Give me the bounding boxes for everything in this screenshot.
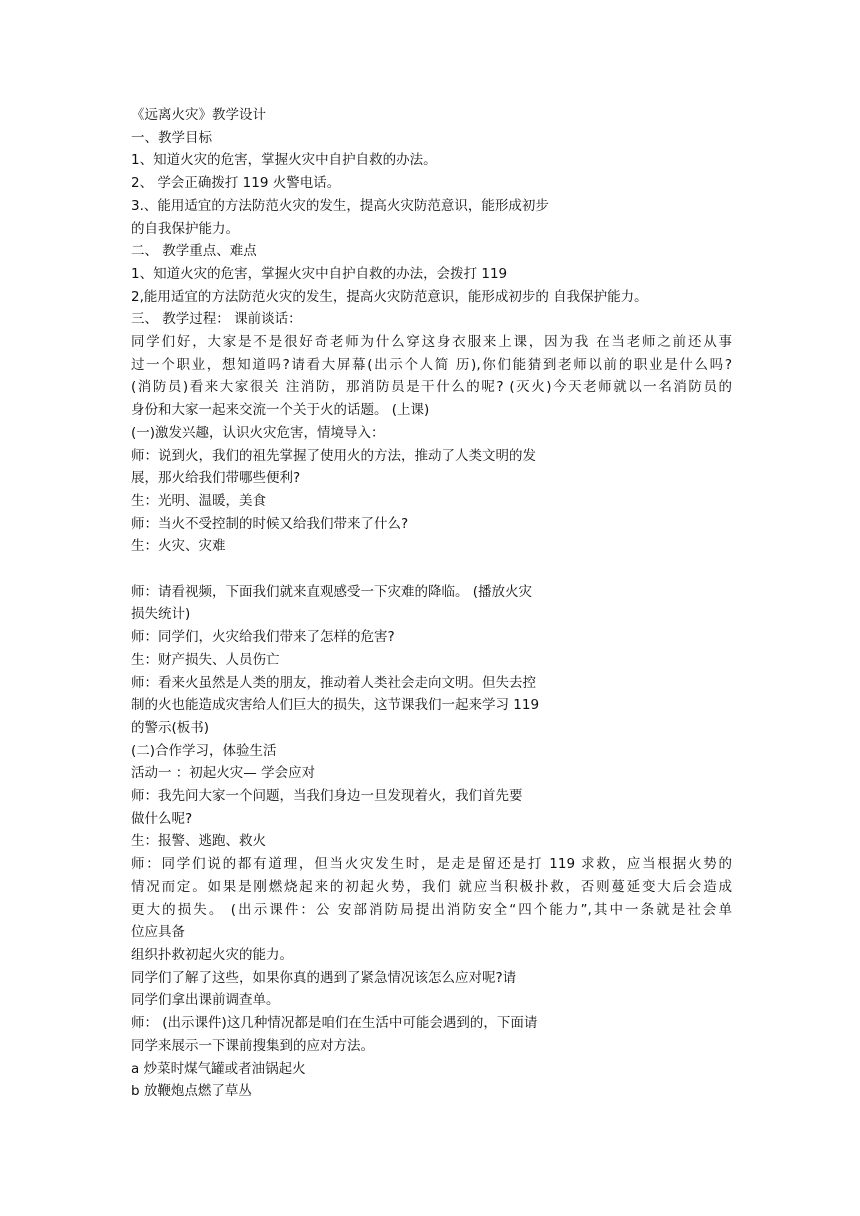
text-line: 师：请看视频，下面我们就来直观感受一下灾难的降临。 (播放火灾 bbox=[131, 583, 533, 600]
section-heading: 三、 教学过程： 课前谈话： bbox=[131, 311, 302, 328]
activity-heading: 活动一 ：初起火灾— 学会应对 bbox=[131, 765, 316, 782]
list-item: a 炒菜时煤气罐或者油锅起火 bbox=[131, 1060, 306, 1077]
text-line: 生：光明、温暖，美食 bbox=[131, 492, 266, 509]
text-line: 做什么呢? bbox=[131, 810, 193, 827]
subsection-heading: (一)激发兴趣，认识火灾危害，情境导入： bbox=[131, 424, 385, 441]
text-line: 同学们拿出课前调查单。 bbox=[131, 992, 280, 1009]
text-line: 生：报警、逃跑、救火 bbox=[131, 833, 266, 850]
text-line: 2、 学会正确拨打 119 火警电话。 bbox=[131, 175, 341, 192]
text-line: 师：当火不受控制的时候又给我们带来了什么? bbox=[131, 515, 409, 532]
text-line: 师：同学们说的都有道理，但当火灾发生时，是走是留还是打 119 求救，应当根据火势的 bbox=[131, 856, 732, 873]
text-line: 展，那火给我们带哪些便利? bbox=[131, 470, 301, 487]
text-line: 情况而定。如果是刚燃烧起来的初起火势，我们 就应当积极扑救，否则蔓延变大后会造成 bbox=[131, 878, 732, 895]
text-line: 位应具备 bbox=[131, 924, 185, 941]
text-line: 师：同学们，火灾给我们带来了怎样的危害? bbox=[131, 629, 395, 646]
text-line: 1、知道火灾的危害，掌握火灾中自护自救的办法，会拨打 119 bbox=[131, 265, 508, 282]
text-line: 的自我保护能力。 bbox=[131, 220, 239, 237]
text-line: 同学们了解了这些，如果你真的遇到了紧急情况该怎么应对呢?请 bbox=[131, 969, 517, 986]
section-heading: 一、教学目标 bbox=[131, 129, 212, 146]
text-line: 的警示(板书) bbox=[131, 719, 210, 736]
text-line: 生：火灾、灾难 bbox=[131, 538, 226, 555]
text-line: 制的火也能造成灾害给人们巨大的损失，这节课我们一起来学习 119 bbox=[131, 697, 540, 714]
text-line: 组织扑救初起火灾的能力。 bbox=[131, 947, 293, 963]
section-heading: 二、 教学重点、难点 bbox=[131, 243, 257, 260]
text-line: 更大的损失。 (出示课件：公 安部消防局提出消防安全“四个能力”,其中一条就是社会单 bbox=[131, 901, 732, 918]
document-body bbox=[131, 104, 732, 1103]
text-line: 同学们好，大家是不是很好奇老师为什么穿这身衣服来上课，因为我 在当老师之前还从事 bbox=[131, 334, 732, 351]
text-line: 过一个职业，想知道吗?请看大屏幕(出示个人简 历),你们能猜到老师以前的职业是什么吗? bbox=[131, 356, 732, 373]
text-line: 师： (出示课件)这几种情况都是咱们在生活中可能会遇到的，下面请 bbox=[131, 1015, 538, 1032]
document-title: 《远离火灾》教学设计 bbox=[131, 107, 266, 123]
list-item: b 放鞭炮点燃了草丛 bbox=[131, 1083, 252, 1100]
blank-line bbox=[131, 558, 732, 581]
text-line: 2,能用适宜的方法防范火灾的发生，提高火灾防范意识，能形成初步的 自我保护能力。 bbox=[131, 288, 648, 305]
text-line: 师：我先问大家一个问题，当我们身边一旦发现着火，我们首先要 bbox=[131, 788, 523, 805]
text-line: 生：财产损失、人员伤亡 bbox=[131, 651, 280, 668]
text-line: (消防员)看来大家很关 注消防，那消防员是干什么的呢? (灭火)今天老师就以一名消防员的 bbox=[131, 379, 732, 396]
text-line: 师：看来火虽然是人类的朋友，推动着人类社会走向文明。但失去控 bbox=[131, 674, 536, 691]
text-line: 损失统计) bbox=[131, 606, 191, 623]
text-line: 师：说到火，我们的祖先掌握了使用火的方法，推动了人类文明的发 bbox=[131, 447, 536, 464]
text-line: 3.、能用适宜的方法防范火灾的发生，提高火灾防范意识，能形成初步 bbox=[131, 197, 549, 214]
text-line: 同学来展示一下课前搜集到的应对方法。 bbox=[131, 1037, 374, 1054]
subsection-heading: (二)合作学习，体验生活 bbox=[131, 742, 277, 759]
text-line: 1、知道火灾的危害，掌握火灾中自护自救的办法。 bbox=[131, 152, 437, 169]
text-line: 身份和大家一起来交流一个关于火的话题。 (上课) bbox=[131, 402, 430, 419]
